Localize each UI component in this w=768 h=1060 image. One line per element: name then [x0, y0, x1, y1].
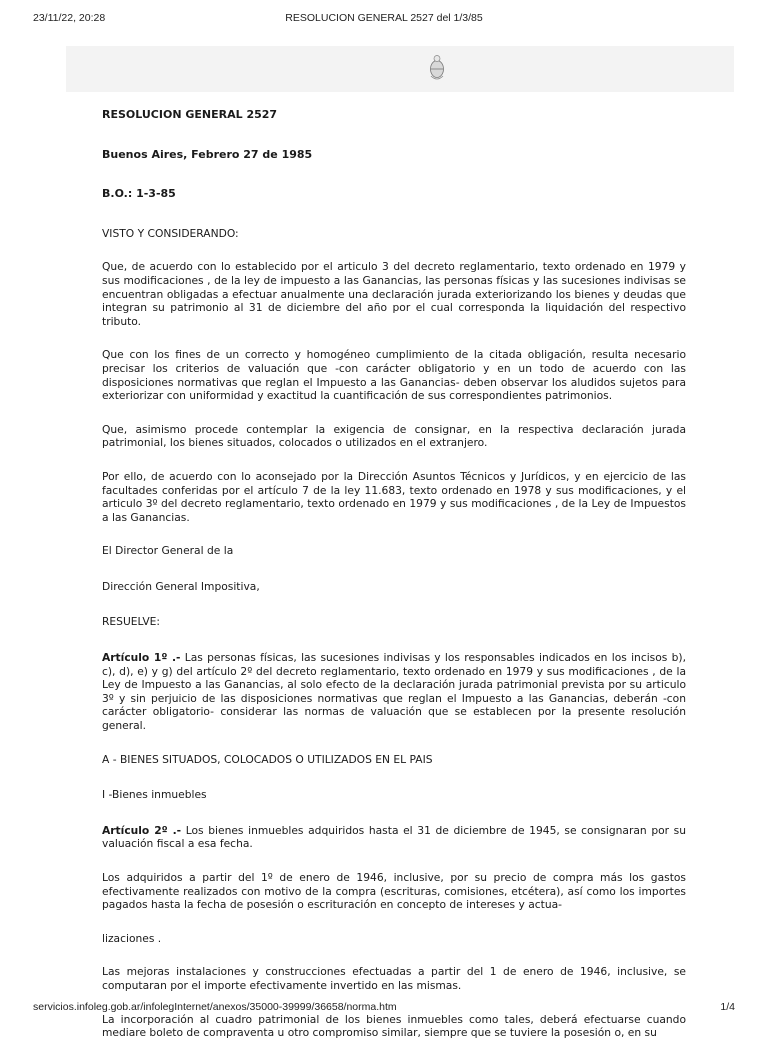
paragraph-adquiridos: Los adquiridos a partir del 1º de enero de 1946, inclusive, por su precio de compra más los gastos efectivamente realizados con motivo de la compra (escrituras, comisiones, etcétera), así como los importes pagados hasta la fecha de posesión o escrituración en concepto de intereses y actua- — [102, 871, 686, 912]
resuelve-heading: RESUELVE: — [102, 615, 160, 629]
print-footer — [0, 984, 768, 1024]
print-url: servicios.infoleg.gob.ar/infolegInternet/anexos/35000-39999/36658/norma.htm — [33, 1001, 397, 1013]
paragraph-considerando-2: Que con los fines de un correcto y homogéneo cumplimiento de la citada obligación, resulta necesario precisar los criterios de valuación que -con carácter obligatorio y en un todo de acuerdo con las disposiciones normativas que reglan el Impuesto a las Ganancias- deben observar los aludidos sujetos para exteriorizar con uniformidad y exactitud la cuantificación de sus correspondientes patrimonios. — [102, 348, 686, 403]
print-page-title: RESOLUCION GENERAL 2527 del 1/3/85 — [285, 12, 483, 24]
article-1 — [102, 651, 686, 733]
article-2-label: Artículo 2º .- — [102, 823, 182, 837]
document-title: RESOLUCION GENERAL 2527 — [102, 108, 278, 121]
article-2 — [102, 824, 686, 851]
print-page-number: 1/4 — [720, 1001, 735, 1013]
article-1-label: Artículo 1º .- — [102, 651, 181, 665]
document-place-date: Buenos Aires, Febrero 27 de 1985 — [102, 147, 313, 161]
print-header — [0, 0, 768, 30]
paragraph-lizaciones: lizaciones . — [102, 931, 162, 945]
section-a-heading: A - BIENES SITUADOS, COLOCADOS O UTILIZADOS EN EL PAIS — [102, 752, 433, 766]
paragraph-considerando-3: Que, asimismo procede contemplar la exigencia de consignar, en la respectiva declaración jurada patrimonial, los bienes situados, colocados o utilizados en el extranjero. — [102, 422, 686, 450]
paragraph-por-ello: Por ello, de acuerdo con lo aconsejado por la Dirección Asuntos Técnicos y Jurídicos, y en ejercicio de las facultades conferidas por el artículo 7 de la ley 11.683, texto ordenado en 1978 y sus modificaciones, y el articulo 3º del decreto reglamentario, texto ordenado en 1979 y sus modificaciones , de la Ley de Impuestos a las Ganancias. — [102, 469, 686, 524]
article-2-text: Los bienes inmuebles adquiridos hasta el 31 de diciembre de 1945, se consignaran por su valuación fiscal a esa fecha. — [102, 823, 686, 851]
dgi-line: Dirección General Impositiva, — [102, 579, 260, 593]
print-timestamp: 23/11/22, 20:28 — [33, 12, 106, 24]
section-i-heading: I -Bienes inmuebles — [102, 788, 207, 802]
paragraph-incorporacion: La incorporación al cuadro patrimonial de los bienes inmuebles como tales, deberá efectuarse cuando mediare boleto de compraventa u otro compromiso similar, siempre que se tuviere la posesión o, en su — [102, 1012, 686, 1040]
visto-heading: VISTO Y CONSIDERANDO: — [102, 226, 239, 240]
paragraph-considerando-1: Que, de acuerdo con lo establecido por el articulo 3 del decreto reglamentario, texto ordenado en 1979 y sus modificaciones , de la ley de impuesto a las Ganancias, las personas físicas y las sucesiones indivisas se encuentran obligadas a efectuar anualmente una declaración jurada exteriorizando los bienes y deudas que integran su patrimonio al 31 de diciembre del año por el cual corresponda la liquidación del respectivo tributo. — [102, 260, 686, 328]
document-body — [102, 108, 686, 1060]
coat-of-arms-icon — [428, 54, 446, 82]
director-line: El Director General de la — [102, 544, 234, 558]
site-banner — [66, 46, 734, 92]
paragraph-mejoras: Las mejoras instalaciones y construcciones efectuadas a partir del 1 de enero de 1946, inclusive, se computaran por el importe efectivamente invertido en las mismas. — [102, 965, 686, 992]
document-bo: B.O.: 1-3-85 — [102, 187, 176, 201]
article-1-text: Las personas físicas, las sucesiones indivisas y los responsables indicados en los incisos b), c), d), e) y g) del artículo 2º del decreto reglamentario, texto ordenado en 1979 y sus modificaciones , de la Ley de Impuesto a las Ganancias, al solo efecto de la declaración jurada patrimonial prevista por su articulo 3º y sin perjuicio de las disposiciones normativas que reglan el Impuesto a las Ganancias, deberán -con carácter obligatorio- considerar las normas de valuación que se establecen por la presente resolución general. — [102, 651, 686, 733]
